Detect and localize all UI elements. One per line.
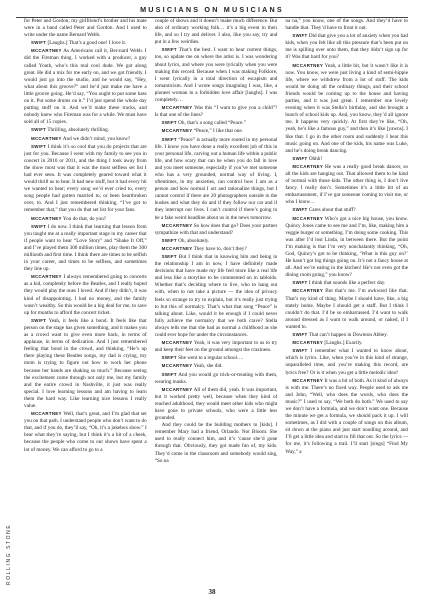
paragraph-text: “Peace” is actually more rooted in my personal life. I know you have done a really excellent job of this in your personal life, carving out a human life within a public life, and how scary that can be when you do fall in love and you meet someone, especially if you’ve met someone who has a very grounded, normal way of living. I, oftentimes, in my anxieties, can control how I am as a person and how normal I act and rationalize things, but I cannot control if there are 20 photographers outside in the bushes and what they do and if they follow our car and if they interrupt our lives. I can’t control if there’s going to be a fake weird headline about us in the news tomorrow. <box>154 136 278 221</box>
speaker-label: MCCARTNEY <box>161 340 193 346</box>
speaker-label: MCCARTNEY <box>292 62 324 68</box>
paragraph-text: Well, that’s great, and I’m glad that set you on that path. I understand people who don’t want to do that, and if you do, they’ll say, “Oh, it’s a jukebox show.” I hear what they’re saying, but I think it’s a bit of a cheek, because the people who come to our shows have spent a lot of money. We can afford to go to a <box>24 411 147 453</box>
paragraph <box>285 215 408 280</box>
paragraph-text: Cares about that stuff? <box>308 207 356 214</box>
speaker-label: MCCARTNEY <box>31 411 62 417</box>
paragraph-text: [Laughs.] Exactly. <box>324 340 363 347</box>
paragraph-text: It was a bit of both. As it kind of always is with me. There’s no fixed way. People used to ask me and John, “Well, who does the words, who does the music?” I used to say, “We both do both.” We used to say we don’t have a formula, and we don’t want one. Because the minute we get a formula, we should pack it up. I will sometimes, as I did with a couple of songs on this album, sit down at the piano and just start noodling around, and I’ll get a little idea and start to fill that out. So the lyrics — for me, it’s following a trail. I’ll start [sings] “Find My Way,” a <box>285 377 409 455</box>
paragraph-text: na na,” you know, one of the songs. And they’d have to handle that. They’d have to front it out. <box>285 18 409 32</box>
speaker-label: MCCARTNEY <box>31 135 62 141</box>
paragraph <box>24 18 147 39</box>
paragraph <box>155 222 278 237</box>
paragraph-text: for Peter and Gordon; my girlfriend’s brother and his mate were in a band called Peter and Gordon. And I used to write under the name Bernard Webb. <box>24 18 147 39</box>
paragraph-text: And they could be the building mothers to [kids]. I remember Mary had a friend, Orlando. Not Bloom. She used to really connect him, and it’s ‘cause she’d gone through that. Obviously, they got made fun of, my kids. They’d come in the classroom and somebody would sing, “So na <box>154 422 278 464</box>
speaker-label: MCCARTNEY <box>161 386 193 392</box>
speaker-label: SWIFT <box>31 127 47 133</box>
paragraph-text: I think it’s so cool that you do projects that are just for you. Because I went with my family to see you in concert in 2010 or 2011, and the thing I took away from the show most was that it was the most selfless set list I had ever seen. It was completely geared toward what it would thrill us to hear. It had new stuff, but it had every hit we wanted to hear; every song we’d ever cried to, every song people had gotten married to, or been heartbroken over, to. And I just remembered thinking, “I’ve got to remember that,” that you do that set list for your fans. <box>24 143 147 214</box>
paragraph <box>155 18 278 46</box>
paragraph-text: Oh, that’s a song called “Peace.” <box>178 120 246 127</box>
paragraph-text: You do that, do you? <box>62 215 107 222</box>
paragraph-text: Yeah, it feels like a bond. It feels like that person on the stage has given something, and it makes you as a crowd want to give even more back, in terms of applause, in terms of dedication. And I just remembered feeling that bond in the crowd, and thinking, “He’s up there playing these Beatles songs, my dad is crying, my mom is trying to figure out how to work her phone because her hands are shaking so much.” Because seeing the excitement come through not only me, but my family and the entire crowd in Nashville, it just was really special. I love learning lessons and am having to learn them the hard way. Like learning nice lessons I really value. <box>24 317 147 409</box>
paragraph-text: Yeah, a little bit, but it wasn’t like it is now. You know, we were just living a kind of semi-hippie life, where we withdrew from a lot of stuff. The kids would be doing all the ordinary things, and their school friends would be coming up to the house and having parties, and it was just great. I remember one lovely evening when it was Stella’s birthday, and she brought a bunch of school kids up. And, you know, they’d all ignore me. It happens very quickly. At first they’re like, “Oh, yeah, he’s like a famous guy,” and then it’s like [yawns]. I like that. I go in the other room and suddenly I hear this music going on. And one of the kids, his name was Luke, and he’s doing break dancing. <box>285 62 409 154</box>
paragraph <box>285 206 408 214</box>
speaker-label: SWIFT <box>161 47 177 53</box>
paragraph-text: But I think that in knowing him and being in the relationship I am in now, I have definitely made decisions that have made my life feel more like a real life and less like a storyline to be commented on in tabloids. Whether that’s deciding where to live, who to hang out with, when to not take a picture — the idea of privacy feels so strange to try to explain, but it’s really just trying to but this of normalcy. That’s what that song “Peace” is talking about. Like, would it be enough if I could never fully achieve the normalcy that we both crave? Stella always tells me that she had as normal a childhood as she could ever hope for under the circumstances. <box>154 254 278 339</box>
speaker-label: MCCARTNEY <box>161 245 193 251</box>
speaker-label: MCCARTNEY <box>161 363 193 369</box>
paragraph <box>24 317 147 410</box>
paragraph <box>155 354 278 362</box>
speaker-label: SWIFT <box>31 40 47 46</box>
paragraph <box>24 410 147 454</box>
paragraph <box>24 143 147 215</box>
speaker-label: SWIFT <box>161 355 177 361</box>
speaker-label: MCCARTNEY <box>161 128 193 134</box>
paragraph-text: “Peace,” I like that one. <box>193 128 243 135</box>
speaker-label: MCCARTNEY <box>292 377 324 383</box>
paragraph-text: [Laughs.] That’s a good one! I love it. <box>47 40 127 47</box>
speaker-label: SWIFT <box>292 280 308 286</box>
paragraph-text: I remember what I wanted to know about, which is lyrics. Like, when you’re in this kind of strange, unparalleled time, and you’re making this record, are lyrics free? Or is it when you get a little melodic idea? <box>285 348 409 376</box>
paragraph-text: All of them did, yeah. It was important, but it worked pretty well, because when they kind of reached adulthood, they would meet other kids who might have gone to private schools, who were a little less grounded. <box>154 386 278 422</box>
paragraph-text: Yeah, she did. <box>193 363 223 370</box>
paragraph-text: That’s the best. I want to hear current things, too, so update me on where the artist is. I was wondering about lyrics, and where you were lyrically when you were making this record. Because when I was making Folklore, I went lyrically in a total direction of escapism and romanticism. And I wrote songs imagining I was, like, a pioneer woman in a forbidden love affair [laughs]. I was completely… <box>154 47 278 104</box>
paragraph-text: I do now. I think that learning that lesson from you taught me at a really important stage in my career that if people want to hear “Love Story” and “Shake It Off,” and I’ve played them 300 million times, play them the 300 millionth and first time. I think there are times to be selfish in your career, and times to be selfless, and sometimes they line up. <box>24 223 147 273</box>
paragraph <box>285 62 408 155</box>
speaker-label: SWIFT <box>161 237 177 243</box>
speaker-label: SWIFT <box>292 207 308 213</box>
paragraph <box>155 127 278 135</box>
text-column-2 <box>155 18 278 587</box>
speaker-label: MCCARTNEY <box>292 215 324 221</box>
paragraph-text: couple of shows and it doesn’t make much difference. But also of ordinary working folk… it’s a big event in their life, and so I try and deliver. I also, like you say, try and put in a few weirdies. <box>154 18 278 46</box>
side-magazine-label: ROLLING STONE <box>6 523 12 585</box>
paragraph-text: As Americans call it, Ber-nard Webb. I did the Fireman thing. I worked with a producer, a guy called Youth, who’s this real cool dude. We got along great. He did a mix for me early on, and we got friendly. I would just go into the studio, and he would say, “Hey, what about this groove?” and he’d just make me have a little groove going. He’d say, “You ought to put some bass on it. Put some drums on it.” I’d just spend the whole day putting stuff on it. And we’d make these tracks, and nobody knew who Fireman was for a while. We must have sold all of 15 copies. <box>24 48 147 126</box>
paragraph <box>24 135 147 143</box>
paragraph <box>155 253 278 339</box>
speaker-label: SWIFT <box>161 136 177 142</box>
paragraph <box>285 347 408 376</box>
paragraph-text: But that’s me. I’m awkward like that. That’s my kind of thing. Maybe I should have, like, a big stately home. Maybe I should get a staff. But I think I couldn’t do that. I’d be so embarrassed. I’d want to walk around dressed as I want to walk around, or naked, if I wanted to. <box>285 288 409 330</box>
speaker-label: SWIFT <box>292 33 308 39</box>
speaker-label: SWIFT <box>161 254 177 259</box>
paragraph-text: I always remembered going to concerts as a kid, completely before the Beatles, and I really hoped they would play the ones I loved. And if they didn’t, it was kind of disappointing. I had no money, and the family wasn’t wealthy. So this would be a big deal for me, to save up for months to afford the concert ticket. <box>24 274 147 316</box>
speaker-label: MCCARTNEY <box>31 48 62 54</box>
section-title: MUSICIANS ON MUSICIANS <box>140 5 284 14</box>
speaker-label: MCCARTNEY <box>161 222 193 228</box>
paragraph <box>155 119 278 127</box>
paragraph-text: He was a really good break dancer, so all the kids are hanging out. That allowed them to be kind of normal with those kids. The other thing is, I don’t live fancy. I really don’t. Sometimes it’s a little bit of an embarrassment, if I’ve got someone coming to visit me, or who I know… <box>285 163 409 206</box>
paragraph <box>155 339 278 354</box>
paragraph-text: Oh, absolutely. <box>178 237 210 244</box>
paragraph-text: And we didn’t mind, you know? <box>62 135 131 142</box>
paragraph <box>155 104 278 119</box>
paragraph <box>155 422 278 465</box>
paragraph <box>285 18 408 32</box>
text-column-3 <box>285 18 408 587</box>
speaker-label: SWIFT <box>31 223 47 229</box>
paragraph-text: She went to a regular school…. <box>178 355 244 362</box>
paragraph-text: Was this “I want to give you a child”? Is that one of the lines? <box>154 105 278 119</box>
text-column-1 <box>24 18 147 587</box>
paragraph-text: Did that give you a lot of anxiety when you had kids, when you felt like all this pressure that’s been put on me is spilling over onto them, that they didn’t sign up for it? Was that hard for you? <box>285 33 409 61</box>
paragraph <box>285 287 408 331</box>
paragraph <box>155 245 278 253</box>
paragraph-text: That can’t happen in Downton Abbey. <box>308 332 388 339</box>
paragraph <box>24 223 147 274</box>
speaker-label: MCCARTNEY <box>292 288 324 294</box>
paragraph <box>285 32 408 61</box>
paragraph-text: And you would go trick-or-treating with them, wearing masks. <box>154 371 278 385</box>
paragraph <box>24 39 147 47</box>
speaker-label: SWIFT <box>292 348 308 354</box>
paragraph-text: I think that sounds like a perfect day. <box>308 280 386 287</box>
speaker-label: MCCARTNEY <box>161 105 193 111</box>
paragraph <box>155 237 278 245</box>
paragraph-text: Ohhh! <box>308 155 323 162</box>
speaker-label: SWIFT <box>292 332 308 338</box>
paragraph <box>155 362 278 370</box>
paragraph <box>155 371 278 386</box>
paragraph <box>24 215 147 223</box>
paragraph <box>285 331 408 339</box>
speaker-label: MCCARTNEY <box>292 163 324 169</box>
paragraph <box>285 155 408 163</box>
article-body <box>24 18 408 587</box>
paragraph <box>155 46 278 104</box>
paragraph-text: They have to, don’t they? <box>193 245 247 252</box>
paragraph <box>24 273 147 317</box>
paragraph <box>285 279 408 287</box>
paragraph <box>285 163 408 207</box>
speaker-label: SWIFT <box>161 371 177 377</box>
paragraph <box>24 126 147 134</box>
speaker-label: MCCARTNEY <box>292 340 324 346</box>
paragraph-text: Who’s got a nice big house, you know. Quincy Jones came to see me and I’m, like, making him a veggie burger or something. I’m doing some cooking. This was after I’d lost Linda, in between there. But the point I’m making is that I’m very nonchalantly thinking, “Oh, God, Quincy’s got to be thinking, ‘What is this guy on?’ He hasn’t got big things going on. It’s not a fancy house at all. And we’re eating in the kitchen! He’s not even got the dining room going,” you know? <box>285 215 409 279</box>
paragraph <box>155 386 278 422</box>
running-header <box>16 5 408 18</box>
speaker-label: SWIFT <box>31 317 47 323</box>
speaker-label: SWIFT <box>161 120 177 126</box>
paragraph <box>24 47 147 126</box>
paragraph <box>155 136 278 222</box>
speaker-label: SWIFT <box>292 155 308 161</box>
page-number: 38 <box>208 588 216 596</box>
paragraph-text: Thrilling, absolutely thrilling. <box>47 127 110 134</box>
paragraph-text: So how does that go? Does your partner sympathize with that and understand? <box>154 222 278 236</box>
paragraph <box>285 377 408 456</box>
speaker-label: MCCARTNEY <box>31 274 62 280</box>
speaker-label: SWIFT <box>31 143 47 149</box>
paragraph <box>285 339 408 347</box>
speaker-label: MCCARTNEY <box>31 215 62 221</box>
paragraph-text: Yeah, it was very important to us to try and keep their feet on the ground amongst the craziness. <box>154 340 278 354</box>
